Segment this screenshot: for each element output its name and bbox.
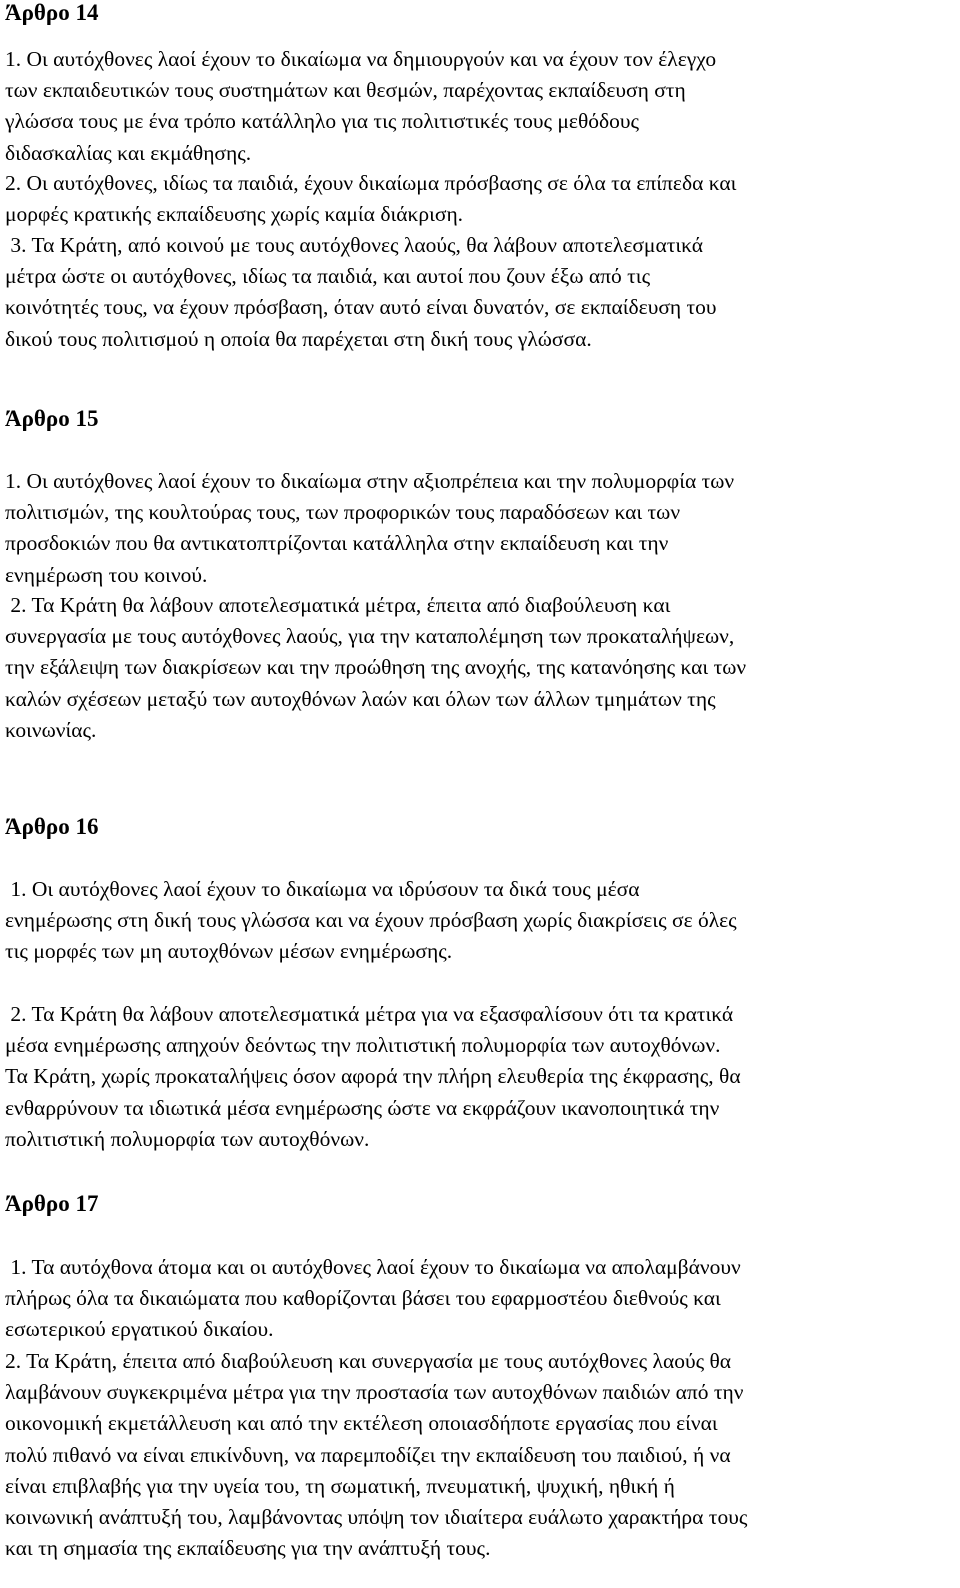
paragraph-line: δικού τους πολιτισμού η οποία θα παρέχεται στη δική τους γλώσσα.	[5, 326, 592, 351]
paragraph-line: κοινωνίας.	[5, 717, 97, 742]
paragraph-line: κοινότητές τους, να έχουν πρόσβαση, όταν αυτό είναι δυνατόν, σε εκπαίδευση του	[5, 295, 717, 320]
article-heading: Άρθρο 17	[5, 1191, 99, 1216]
paragraph-line: πλήρως όλα τα δικαιώματα που καθορίζονται βάσει του εφαρμοστέου διεθνούς και	[5, 1286, 721, 1311]
article-paragraph	[5, 466, 953, 591]
article-heading: Άρθρο 16	[5, 814, 99, 839]
paragraph-line: διδασκαλίας και εκμάθησης.	[5, 140, 252, 165]
paragraph-line: εσωτερικού εργατικού δικαίου.	[5, 1317, 274, 1342]
article-paragraph	[5, 168, 953, 230]
paragraph-line: γλώσσα τους με ένα τρόπο κατάλληλο για τις πολιτιστικές τους μεθόδους	[5, 109, 640, 134]
paragraph-line: κοινωνική ανάπτυξή του, λαμβάνοντας υπόψη τον ιδιαίτερα ευάλωτο χαρακτήρα τους	[5, 1505, 748, 1530]
article-paragraph	[5, 590, 953, 746]
paragraph-line: 1. Οι αυτόχθονες λαοί έχουν το δικαίωμα να δημιουργούν και να έχουν τον έλεγχο	[5, 47, 717, 71]
article-heading: Άρθρο 14	[5, 0, 99, 25]
paragraph-line: 2. Τα Κράτη θα λάβουν αποτελεσματικά μέτρα, έπειτα από διαβούλευση και	[5, 593, 671, 617]
paragraph-line: 1. Οι αυτόχθονες λαοί έχουν το δικαίωμα στην αξιοπρέπεια και την πολυμορφία των	[5, 469, 735, 493]
paragraph-line: 1. Τα αυτόχθονα άτομα και οι αυτόχθονες λαοί έχουν το δικαίωμα να απολαμβάνουν	[5, 1255, 741, 1279]
article-paragraph	[5, 1346, 953, 1564]
paragraph-line: 2. Τα Κράτη, έπειτα από διαβούλευση και συνεργασία με τους αυτόχθονες λαούς θα	[5, 1349, 732, 1373]
paragraph-line: των εκπαιδευτικών τους συστημάτων και θεσμών, παρέχοντας εκπαίδευση στη	[5, 78, 686, 103]
paragraph-line: πολιτισμών, της κουλτούρας τους, των προφορικών τους παραδόσεων και των	[5, 500, 681, 525]
paragraph-line: προσδοκιών που θα αντικατοπτρίζονται κατάλληλα στην εκπαίδευση και την	[5, 531, 669, 556]
paragraph-line: λαμβάνουν συγκεκριμένα μέτρα για την προστασία των αυτοχθόνων παιδιών από την	[5, 1380, 744, 1405]
paragraph-line: πολιτιστική πολυμορφία των αυτοχθόνων.	[5, 1126, 370, 1151]
article-paragraph	[5, 230, 953, 355]
article-paragraph	[5, 1252, 953, 1346]
paragraph-line: 2. Τα Κράτη θα λάβουν αποτελεσματικά μέτρα για να εξασφαλίσουν ότι τα κρατικά	[5, 1002, 734, 1026]
article-paragraph	[5, 999, 953, 1155]
paragraph-line: ενημέρωσης στη δική τους γλώσσα και να έχουν πρόσβαση χωρίς διακρίσεις σε όλες	[5, 908, 737, 933]
paragraph-line: μορφές κρατικής εκπαίδευσης χωρίς καμία διάκριση.	[5, 202, 464, 227]
paragraph-line: 1. Οι αυτόχθονες λαοί έχουν το δικαίωμα να ιδρύσουν τα δικά τους μέσα	[5, 877, 640, 901]
paragraph-line: και τη σημασία της εκπαίδευσης για την ανάπτυξή τους.	[5, 1536, 491, 1561]
article-paragraph	[5, 44, 953, 169]
paragraph-line: Τα Κράτη, χωρίς προκαταλήψεις όσον αφορά την πλήρη ελευθερία της έκφρασης, θα	[5, 1064, 741, 1089]
paragraph-line: την εξάλειψη των διακρίσεων και την προώθηση της ανοχής, της κατανόησης και των	[5, 655, 747, 680]
article-heading: Άρθρο 15	[5, 406, 99, 431]
paragraph-line: οικονομική εκμετάλλευση και από την εκτέλεση οποιασδήποτε εργασίας που είναι	[5, 1411, 718, 1436]
paragraph-line: πολύ πιθανό να είναι επικίνδυνη, να παρεμποδίζει την εκπαίδευση του παιδιού, ή να	[5, 1442, 731, 1467]
paragraph-line: ενθαρρύνουν τα ιδιωτικά μέσα ενημέρωσης ώστε να εκφράζουν ικανοποιητικά την	[5, 1095, 720, 1120]
paragraph-line: μέσα ενημέρωσης απηχούν δεόντως την πολιτιστική πολυμορφία των αυτοχθόνων.	[5, 1033, 721, 1058]
article-paragraph	[5, 874, 953, 968]
paragraph-line: μέτρα ώστε οι αυτόχθονες, ιδίως τα παιδιά, και αυτοί που ζουν έξω από τις	[5, 264, 651, 289]
paragraph-line: είναι επιβλαβής για την υγεία του, τη σωματική, πνευματική, ψυχική, ηθική ή	[5, 1473, 675, 1498]
paragraph-line: συνεργασία με τους αυτόχθονες λαούς, για την καταπολέμηση των προκαταλήψεων,	[5, 624, 735, 649]
paragraph-line: 3. Τα Κράτη, από κοινού με τους αυτόχθονες λαούς, θα λάβουν αποτελεσματικά	[5, 233, 704, 257]
paragraph-line: ενημέρωση του κοινού.	[5, 562, 208, 587]
paragraph-line: καλών σχέσεων μεταξύ των αυτοχθόνων λαών και όλων των άλλων τμημάτων της	[5, 686, 716, 711]
paragraph-line: 2. Οι αυτόχθονες, ιδίως τα παιδιά, έχουν δικαίωμα πρόσβασης σε όλα τα επίπεδα και	[5, 171, 737, 195]
paragraph-line: τις μορφές των μη αυτοχθόνων μέσων ενημέρωσης.	[5, 939, 453, 964]
